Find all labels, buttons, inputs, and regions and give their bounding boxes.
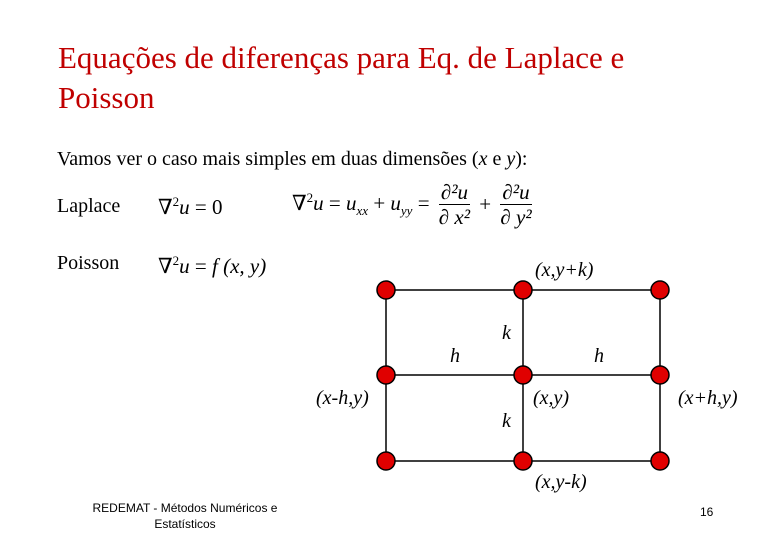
equals-sign: = bbox=[189, 254, 213, 278]
intro-e: e bbox=[487, 148, 507, 170]
label-left-node: (x-h,y) bbox=[316, 387, 369, 409]
label-right-node: (x+h,y) bbox=[678, 387, 738, 409]
intro-x: x bbox=[478, 148, 488, 170]
u-variable: u bbox=[390, 190, 401, 215]
label-top-text: (x,y+k) bbox=[535, 259, 594, 281]
plus-sign: + bbox=[368, 190, 391, 215]
rhs-zero: = 0 bbox=[189, 195, 223, 219]
square-superscript: 2 bbox=[172, 194, 180, 209]
page-title: Equações de diferenças para Eq. de Laplace e Poisson bbox=[58, 40, 625, 115]
nabla-symbol: ∇ bbox=[158, 195, 173, 219]
grid-node-left bbox=[377, 366, 395, 384]
square-superscript: 2 bbox=[172, 253, 180, 268]
grid-node bbox=[651, 281, 669, 299]
grid-node-top bbox=[514, 281, 532, 299]
subscript-xx: xx bbox=[356, 203, 369, 219]
grid-node-bottom bbox=[514, 452, 532, 470]
intro-before: Vamos ver o caso mais simples em duas dimensões ( bbox=[57, 148, 479, 170]
fraction-denominator: ∂ y² bbox=[500, 205, 532, 229]
spacing-k-top: k bbox=[502, 322, 511, 344]
page-number: 16 bbox=[700, 505, 714, 519]
grid-node bbox=[651, 452, 669, 470]
label-bottom-node: (x,y-k) bbox=[535, 471, 587, 493]
grid-node bbox=[377, 281, 395, 299]
intro-y: y bbox=[506, 148, 516, 170]
spacing-h-left: h bbox=[450, 345, 460, 367]
equals-sign: = bbox=[412, 190, 435, 215]
square-superscript: 2 bbox=[306, 189, 314, 205]
grid-node bbox=[377, 452, 395, 470]
footer-source: REDEMAT - Métodos Numéricos e Estatísticos bbox=[92, 501, 278, 531]
spacing-h-right: h bbox=[594, 345, 604, 367]
plus-sign: + bbox=[474, 192, 497, 216]
nabla-symbol: ∇ bbox=[292, 190, 307, 215]
poisson-label: Poisson bbox=[57, 252, 120, 274]
u-variable: u bbox=[346, 190, 357, 215]
u-variable: u bbox=[179, 254, 190, 278]
nabla-symbol: ∇ bbox=[158, 254, 173, 278]
fraction-denominator: ∂ x² bbox=[438, 205, 471, 229]
fraction-numerator: ∂²u bbox=[440, 180, 469, 204]
u-variable: u bbox=[313, 190, 324, 215]
equals-sign: = bbox=[323, 190, 347, 215]
grid-node-center bbox=[514, 366, 532, 384]
f-arguments: (x, y) bbox=[217, 254, 267, 278]
spacing-k-bottom: k bbox=[502, 410, 511, 432]
grid-node-right bbox=[651, 366, 669, 384]
laplace-label: Laplace bbox=[57, 195, 121, 217]
fraction-numerator: ∂²u bbox=[502, 180, 530, 204]
u-variable: u bbox=[179, 195, 190, 219]
intro-after: ): bbox=[515, 148, 528, 170]
f-function: f bbox=[212, 254, 218, 278]
label-center-node: (x,y) bbox=[533, 387, 570, 409]
subscript-yy: yy bbox=[400, 203, 413, 219]
label-top-node bbox=[535, 259, 593, 282]
